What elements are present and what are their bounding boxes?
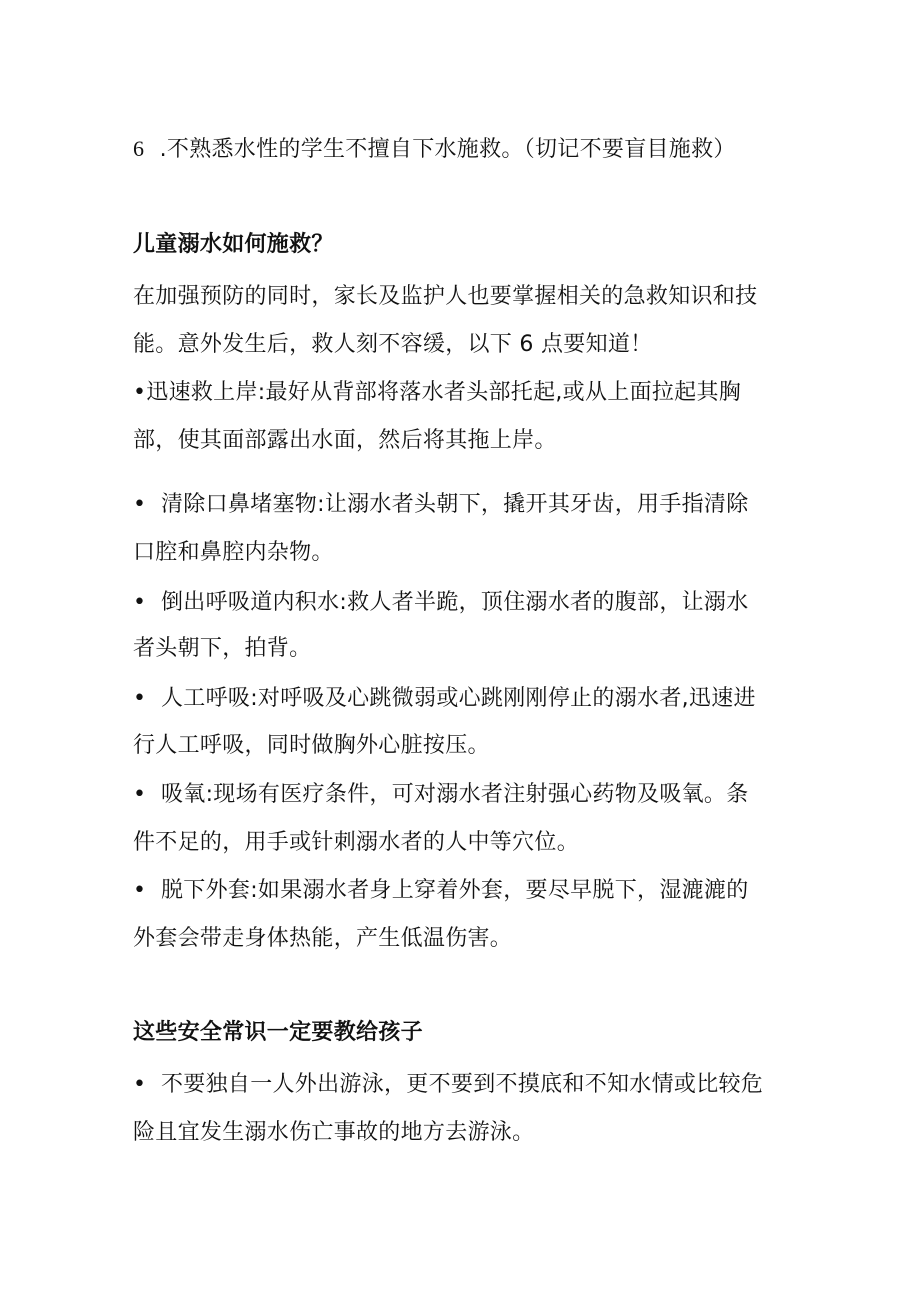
bullet-text-line-1: 脱下外套:如果溺水者身上穿着外套，要尽早脱下，湿漉漉的 xyxy=(161,878,749,903)
bullet-text-line-1: 吸氧:现场有医疗条件，可对溺水者注射强心药物及吸氧。条 xyxy=(161,782,749,807)
list-item xyxy=(133,490,749,520)
intro-line-2: 能。意外发生后，救人刻不容缓，以下 6 点要知道！ xyxy=(133,332,653,357)
section-heading-safety: 这些安全常识一定要教给孩子 xyxy=(133,1020,423,1045)
bullet-marker: • xyxy=(133,878,147,903)
item-number: 6 xyxy=(133,136,145,161)
bullet-text-line-2: 外套会带走身体热能，产生低温伤害。 xyxy=(133,926,513,951)
bullet-rescue-to-shore-line-1: •迅速救上岸:最好从背部将落水者头部托起,或从上面拉起其胸 xyxy=(133,380,742,405)
bullet-text-line-1: 清除口鼻堵塞物:让溺水者头朝下，撬开其牙齿，用手指清除 xyxy=(161,492,749,517)
list-item xyxy=(133,1070,763,1100)
bullet-text-line-1: 倒出呼吸道内积水:救人者半跪，顶住溺水者的腹部，让溺水 xyxy=(161,590,749,615)
intro-line-1: 在加强预防的同时，家长及监护人也要掌握相关的急救知识和技 xyxy=(133,284,758,309)
bullet-text-line-2: 件不足的，用手或针刺溺水者的人中等穴位。 xyxy=(133,830,580,855)
bullet-marker: • xyxy=(133,492,147,517)
list-item xyxy=(133,588,749,618)
bullet-text-line-1: 人工呼吸:对呼吸及心跳微弱或心跳刚刚停止的溺水者,迅速进 xyxy=(161,686,756,711)
bullet-marker: • xyxy=(133,782,147,807)
bullet-text-line-2: 者头朝下，拍背。 xyxy=(133,636,312,661)
bullet-marker: • xyxy=(133,686,147,711)
bullet-text-line-1: 不要独自一人外出游泳，更不要到不摸底和不知水情或比较危 xyxy=(161,1072,764,1097)
list-item xyxy=(133,876,749,906)
bullet-marker: • xyxy=(133,590,147,615)
list-item xyxy=(133,780,749,810)
bullet-text-line-2: 险且宜发生溺水伤亡事故的地方去游泳。 xyxy=(133,1120,535,1145)
item-text: .不熟悉水性的学生不擅自下水施救。（切记不要盲目施救） xyxy=(159,137,736,162)
bullet-rescue-to-shore-line-2: 部，使其面部露出水面，然后将其拖上岸。 xyxy=(133,428,557,453)
bullet-marker: • xyxy=(133,1072,147,1097)
list-item xyxy=(133,684,756,714)
bullet-text-line-2: 口腔和鼻腔内杂物。 xyxy=(133,540,334,565)
list-item-6 xyxy=(133,134,736,165)
bullet-text-line-2: 行人工呼吸，同时做胸外心脏按压。 xyxy=(133,733,490,758)
section-heading-rescue: 儿童溺水如何施救？ xyxy=(133,232,334,257)
